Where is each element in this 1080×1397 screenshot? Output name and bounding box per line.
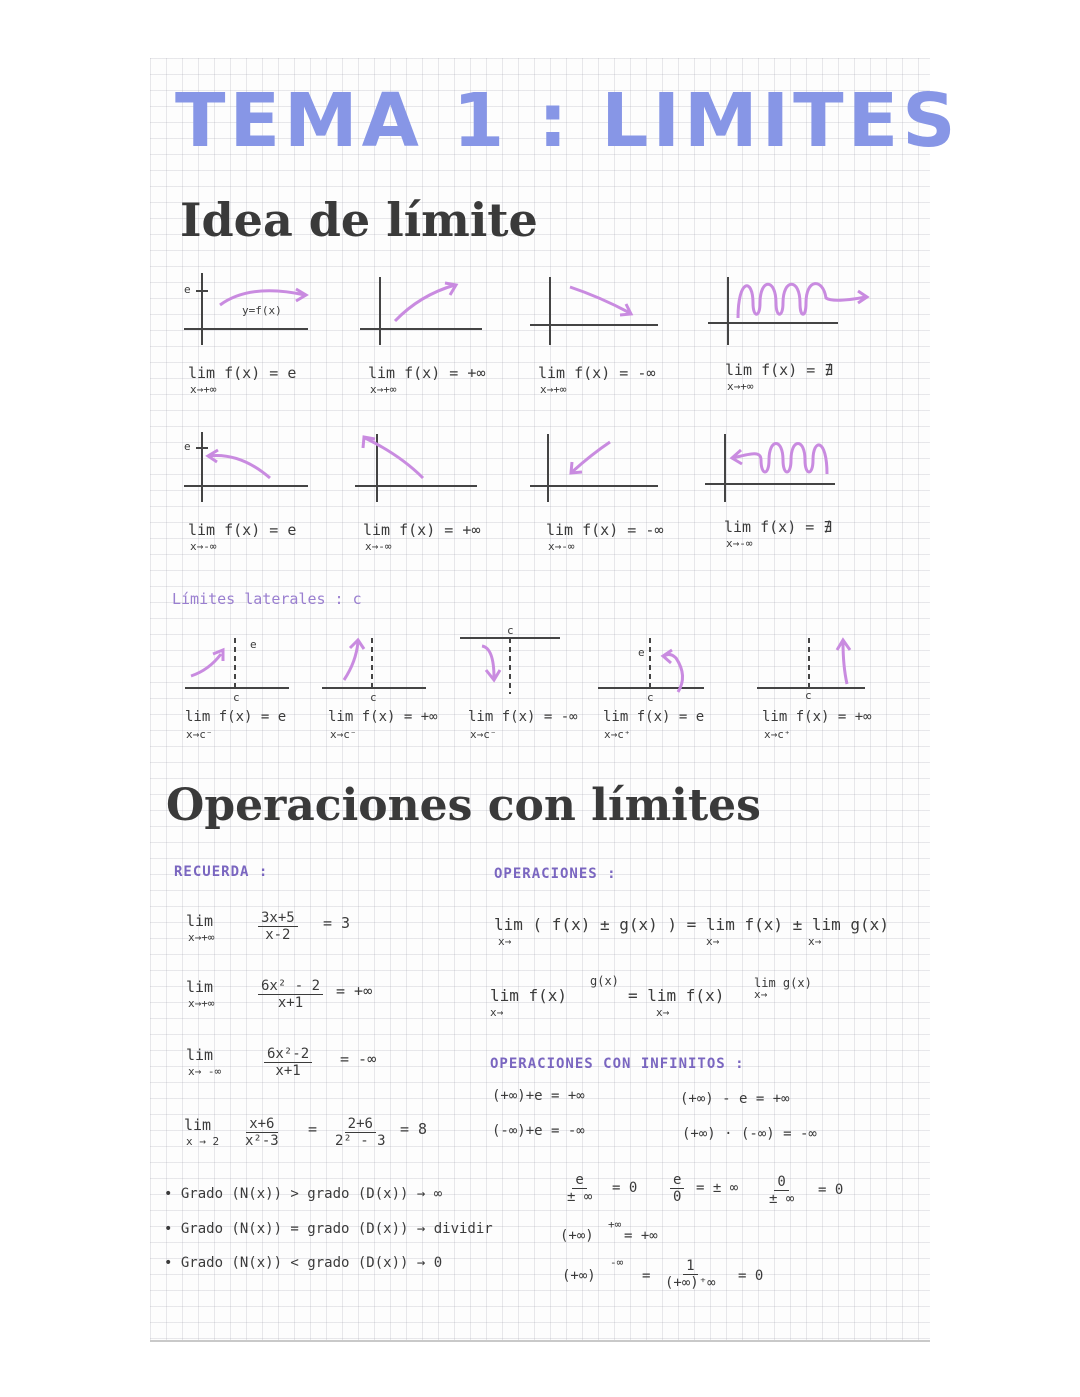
recuerda-frac-3: $\frac{\text{6x²-2}}{x+1}$ <box>264 1046 312 1079</box>
graph-label-y-fx: y=f(x) <box>242 304 282 317</box>
graph-limit-minusinf-minus <box>530 430 660 505</box>
infinito-regla-4: (+∞) · (-∞) = -∞ <box>682 1126 817 1142</box>
grado-regla-3: • Grado (N(x)) < grado (D(x)) → 0 <box>164 1255 443 1271</box>
lateral-c-4: c <box>647 691 654 704</box>
frac-0-inf: 0 ± ∞ <box>769 1174 795 1207</box>
recuerda-sub-1: x→+∞ <box>188 931 215 944</box>
lim-sub-5: x→-∞ <box>190 540 217 553</box>
potencia-inf-base: (+∞) <box>560 1228 594 1244</box>
lateral-lim-2: lim f(x) = +∞ <box>328 709 438 725</box>
infinito-regla-3: (-∞)+e = -∞ <box>492 1123 585 1139</box>
lim-label-6: lim f(x) = +∞ <box>363 521 481 539</box>
potencia-minf-exp: -∞ <box>610 1256 624 1269</box>
lateral-c-3: c <box>507 624 514 637</box>
recuerda-eq-4: = <box>308 1120 318 1138</box>
operacion-potencia-sub-3: x→ <box>754 988 768 1001</box>
potencia-inf-exp: +∞ <box>608 1218 622 1231</box>
operacion-suma: lim ( f(x) ± g(x) ) = lim f(x) ± lim g(x) <box>494 915 889 934</box>
recuerda-sub-3: x→ -∞ <box>188 1065 222 1078</box>
lateral-e-1: e <box>250 638 257 651</box>
frac-e-inf: e ± ∞ <box>567 1172 593 1205</box>
lim-sub-4: x→+∞ <box>727 380 754 393</box>
lateral-e-4: e <box>638 646 645 659</box>
lim-label-1: lim f(x) = e <box>188 364 297 382</box>
section-heading-operaciones: Operaciones con límites <box>166 780 761 831</box>
graph-limit-plusinf-minus <box>355 430 480 505</box>
operacion-suma-sub-3: x→ <box>808 935 822 948</box>
operacion-potencia-exp: g(x) <box>590 974 619 988</box>
potencia-minf-frac: 1 (+∞)⁺∞ <box>665 1258 716 1291</box>
grado-regla-2: • Grado (N(x)) = grado (D(x)) → dividir <box>164 1221 493 1237</box>
lim-sub-8: x→-∞ <box>726 537 753 550</box>
graph-limit-noexiste-plus <box>708 273 873 348</box>
operacion-potencia: lim f(x) <box>490 986 568 1005</box>
frac-0-inf-res: = 0 <box>818 1182 844 1198</box>
graph-limit-noexiste-minus <box>705 430 840 505</box>
lateral-c-5: c <box>805 689 812 702</box>
recuerda-lim-3: lim <box>186 1046 214 1064</box>
graph-lateral-4 <box>598 636 713 696</box>
recuerda-frac-1: $\frac{3x+5}{x-2}$ <box>258 910 298 943</box>
laterales-label: Límites laterales : c <box>172 590 362 608</box>
operacion-potencia-sub-2: x→ <box>656 1006 670 1019</box>
graph-lateral-3 <box>460 636 570 696</box>
lim-sub-1: x→+∞ <box>190 383 217 396</box>
recuerda-res-1: = 3 <box>323 914 351 932</box>
potencia-inf-res: = +∞ <box>624 1228 658 1244</box>
lateral-lim-1: lim f(x) = e <box>185 709 287 725</box>
lim-label-3: lim f(x) = -∞ <box>538 364 656 382</box>
graph-limit-minusinf-plus <box>530 273 660 348</box>
page-title: TEMA 1 : LIMITES <box>175 78 960 164</box>
lateral-sub-3: x→c⁻ <box>470 728 497 741</box>
recuerda-res-2: = +∞ <box>336 982 373 1000</box>
frac-e-inf-res: = 0 <box>612 1180 638 1196</box>
recuerda-lim-4: lim <box>184 1116 212 1134</box>
recuerda-label: RECUERDA : <box>174 864 269 880</box>
graph-lateral-1 <box>185 636 295 696</box>
graph-limit-e-minus <box>180 430 310 505</box>
axis-label-e-2: e <box>184 440 191 453</box>
operacion-suma-sub-1: x→ <box>498 935 512 948</box>
operaciones-label: OPERACIONES : <box>494 866 617 882</box>
lim-label-2: lim f(x) = +∞ <box>368 364 486 382</box>
lateral-lim-5: lim f(x) = +∞ <box>762 709 872 725</box>
lateral-c-1: c <box>233 691 240 704</box>
lim-sub-2: x→+∞ <box>370 383 397 396</box>
graph-lateral-5 <box>757 636 872 696</box>
frac-e-0-res: = ± ∞ <box>696 1180 739 1196</box>
lim-sub-3: x→+∞ <box>540 383 567 396</box>
infinitos-label: OPERACIONES CON INFINITOS : <box>490 1056 745 1072</box>
notebook-page <box>150 58 960 1342</box>
potencia-minf-eq: = <box>642 1268 651 1284</box>
lateral-c-2: c <box>370 691 377 704</box>
graph-limit-plusinf-plus <box>360 273 485 348</box>
lim-label-8: lim f(x) = ∄ <box>724 518 833 536</box>
lim-label-5: lim f(x) = e <box>188 521 297 539</box>
infinito-regla-1: (+∞)+e = +∞ <box>492 1088 585 1104</box>
recuerda-sub-4: x → 2 <box>186 1135 220 1148</box>
axis-label-e: e <box>184 283 191 296</box>
operacion-potencia-exp2: lim g(x) <box>754 976 812 990</box>
recuerda-frac-4: $\frac{x+6}{\text{x²-3}}$ <box>245 1116 279 1149</box>
lateral-sub-1: x→c⁻ <box>186 728 213 741</box>
grado-regla-1: • Grado (N(x)) > grado (D(x)) → ∞ <box>164 1186 443 1202</box>
recuerda-frac-4b: $\frac{2+6}{\text{2² - 3}}$ <box>335 1116 386 1149</box>
graph-lateral-2 <box>322 636 432 696</box>
lateral-sub-5: x→c⁺ <box>764 728 791 741</box>
lateral-sub-4: x→c⁺ <box>604 728 631 741</box>
operacion-potencia-eq: = lim f(x) <box>628 986 725 1005</box>
infinito-regla-2: (+∞) - e = +∞ <box>680 1091 790 1107</box>
lim-sub-7: x→-∞ <box>548 540 575 553</box>
recuerda-frac-2: $\frac{\text{6x² - 2}}{x+1}$ <box>258 978 323 1011</box>
potencia-minf-res: = 0 <box>738 1268 764 1284</box>
lim-label-4: lim f(x) = ∄ <box>725 361 834 379</box>
lateral-lim-4: lim f(x) = e <box>603 709 705 725</box>
lateral-lim-3: lim f(x) = -∞ <box>468 709 578 725</box>
recuerda-lim-2: lim <box>186 978 214 996</box>
recuerda-res-3: = -∞ <box>340 1050 377 1068</box>
frac-e-0: $\frac{e}{0}$ <box>670 1172 684 1205</box>
lateral-sub-2: x→c⁻ <box>330 728 357 741</box>
recuerda-res-4: = 8 <box>400 1120 428 1138</box>
section-heading-idea: Idea de límite <box>180 193 538 247</box>
lim-sub-6: x→-∞ <box>365 540 392 553</box>
operacion-potencia-sub-1: x→ <box>490 1006 504 1019</box>
recuerda-sub-2: x→+∞ <box>188 997 215 1010</box>
lim-label-7: lim f(x) = -∞ <box>546 521 664 539</box>
recuerda-lim-1: lim <box>186 912 214 930</box>
potencia-minf-base: (+∞) <box>562 1268 596 1284</box>
operacion-suma-sub-2: x→ <box>706 935 720 948</box>
